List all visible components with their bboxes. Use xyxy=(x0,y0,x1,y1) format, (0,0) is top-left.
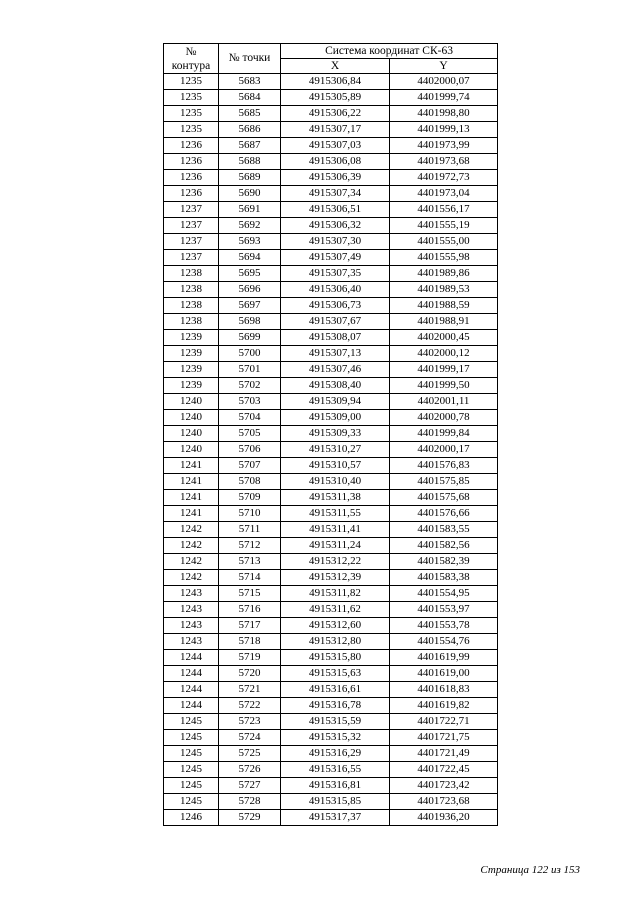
contour-cell: 1235 xyxy=(164,74,219,90)
point-cell: 5696 xyxy=(219,282,281,298)
point-cell: 5726 xyxy=(219,762,281,778)
point-cell: 5684 xyxy=(219,90,281,106)
point-cell: 5720 xyxy=(219,666,281,682)
x-cell: 4915307,35 xyxy=(281,266,390,282)
contour-cell: 1242 xyxy=(164,570,219,586)
x-cell: 4915306,84 xyxy=(281,74,390,90)
x-cell: 4915312,60 xyxy=(281,618,390,634)
x-cell: 4915307,13 xyxy=(281,346,390,362)
contour-cell: 1245 xyxy=(164,714,219,730)
y-cell: 4401972,73 xyxy=(390,170,498,186)
contour-cell: 1236 xyxy=(164,186,219,202)
x-cell: 4915309,33 xyxy=(281,426,390,442)
table-row xyxy=(164,298,498,314)
x-cell: 4915315,80 xyxy=(281,650,390,666)
y-cell: 4401999,74 xyxy=(390,90,498,106)
contour-cell: 1241 xyxy=(164,474,219,490)
point-cell: 5700 xyxy=(219,346,281,362)
coordinates-table xyxy=(163,43,498,826)
table-row xyxy=(164,602,498,618)
point-cell: 5691 xyxy=(219,202,281,218)
x-cell: 4915308,07 xyxy=(281,330,390,346)
y-cell: 4401989,86 xyxy=(390,266,498,282)
point-cell: 5706 xyxy=(219,442,281,458)
point-cell: 5721 xyxy=(219,682,281,698)
table-row xyxy=(164,810,498,826)
y-cell: 4401998,80 xyxy=(390,106,498,122)
x-cell: 4915307,49 xyxy=(281,250,390,266)
x-cell: 4915308,40 xyxy=(281,378,390,394)
contour-cell: 1238 xyxy=(164,314,219,330)
y-cell: 4402000,45 xyxy=(390,330,498,346)
table-row xyxy=(164,74,498,90)
y-cell: 4401555,19 xyxy=(390,218,498,234)
contour-cell: 1241 xyxy=(164,506,219,522)
contour-cell: 1235 xyxy=(164,122,219,138)
table-row xyxy=(164,378,498,394)
x-cell: 4915316,55 xyxy=(281,762,390,778)
contour-cell: 1237 xyxy=(164,250,219,266)
table-row xyxy=(164,106,498,122)
x-cell: 4915311,82 xyxy=(281,586,390,602)
contour-cell: 1243 xyxy=(164,618,219,634)
table-row xyxy=(164,586,498,602)
contour-cell: 1237 xyxy=(164,234,219,250)
point-cell: 5693 xyxy=(219,234,281,250)
point-cell: 5701 xyxy=(219,362,281,378)
x-cell: 4915315,32 xyxy=(281,730,390,746)
point-cell: 5702 xyxy=(219,378,281,394)
table-row xyxy=(164,234,498,250)
y-cell: 4401582,39 xyxy=(390,554,498,570)
y-cell: 4401554,76 xyxy=(390,634,498,650)
y-cell: 4401722,45 xyxy=(390,762,498,778)
point-cell: 5708 xyxy=(219,474,281,490)
y-cell: 4401988,91 xyxy=(390,314,498,330)
point-cell: 5729 xyxy=(219,810,281,826)
x-cell: 4915316,81 xyxy=(281,778,390,794)
x-cell: 4915309,94 xyxy=(281,394,390,410)
table-row xyxy=(164,138,498,154)
y-cell: 4401618,83 xyxy=(390,682,498,698)
contour-number-header-line2: контура xyxy=(171,59,211,72)
table-row xyxy=(164,698,498,714)
point-cell: 5683 xyxy=(219,74,281,90)
contour-cell: 1240 xyxy=(164,426,219,442)
point-cell: 5694 xyxy=(219,250,281,266)
y-cell: 4401988,59 xyxy=(390,298,498,314)
x-cell: 4915310,27 xyxy=(281,442,390,458)
y-cell: 4401999,13 xyxy=(390,122,498,138)
table-body xyxy=(164,74,498,826)
table-row xyxy=(164,170,498,186)
point-cell: 5716 xyxy=(219,602,281,618)
point-cell: 5709 xyxy=(219,490,281,506)
x-cell: 4915316,29 xyxy=(281,746,390,762)
y-cell: 4401575,68 xyxy=(390,490,498,506)
x-cell: 4915306,39 xyxy=(281,170,390,186)
point-cell: 5692 xyxy=(219,218,281,234)
y-cell: 4401973,04 xyxy=(390,186,498,202)
table-row xyxy=(164,730,498,746)
contour-cell: 1237 xyxy=(164,218,219,234)
contour-cell: 1238 xyxy=(164,282,219,298)
y-cell: 4401556,17 xyxy=(390,202,498,218)
point-cell: 5685 xyxy=(219,106,281,122)
y-cell: 4401989,53 xyxy=(390,282,498,298)
contour-cell: 1245 xyxy=(164,730,219,746)
contour-cell: 1242 xyxy=(164,554,219,570)
table-row xyxy=(164,282,498,298)
point-cell: 5686 xyxy=(219,122,281,138)
x-cell: 4915311,41 xyxy=(281,522,390,538)
x-cell: 4915315,59 xyxy=(281,714,390,730)
contour-cell: 1240 xyxy=(164,394,219,410)
table-row xyxy=(164,250,498,266)
y-cell: 4401583,55 xyxy=(390,522,498,538)
table-row xyxy=(164,362,498,378)
y-cell: 4401999,50 xyxy=(390,378,498,394)
table-row xyxy=(164,266,498,282)
y-cell: 4401583,38 xyxy=(390,570,498,586)
x-cell: 4915307,17 xyxy=(281,122,390,138)
y-column-header: Y xyxy=(390,59,498,74)
contour-number-header xyxy=(164,44,219,74)
table-row xyxy=(164,330,498,346)
y-cell: 4401582,56 xyxy=(390,538,498,554)
contour-cell: 1245 xyxy=(164,746,219,762)
point-cell: 5715 xyxy=(219,586,281,602)
x-cell: 4915310,40 xyxy=(281,474,390,490)
y-cell: 4401555,98 xyxy=(390,250,498,266)
x-cell: 4915306,08 xyxy=(281,154,390,170)
y-cell: 4401575,85 xyxy=(390,474,498,490)
contour-cell: 1239 xyxy=(164,362,219,378)
y-cell: 4401723,42 xyxy=(390,778,498,794)
table-row xyxy=(164,570,498,586)
table-row xyxy=(164,506,498,522)
point-cell: 5728 xyxy=(219,794,281,810)
y-cell: 4402000,17 xyxy=(390,442,498,458)
contour-cell: 1243 xyxy=(164,602,219,618)
point-cell: 5725 xyxy=(219,746,281,762)
page-number-footer: Страница 122 из 153 xyxy=(480,864,580,876)
x-cell: 4915307,67 xyxy=(281,314,390,330)
y-cell: 4401619,00 xyxy=(390,666,498,682)
point-cell: 5703 xyxy=(219,394,281,410)
point-cell: 5690 xyxy=(219,186,281,202)
contour-cell: 1235 xyxy=(164,90,219,106)
table-row xyxy=(164,394,498,410)
contour-cell: 1236 xyxy=(164,154,219,170)
y-cell: 4401722,71 xyxy=(390,714,498,730)
table-row xyxy=(164,746,498,762)
point-cell: 5705 xyxy=(219,426,281,442)
contour-cell: 1235 xyxy=(164,106,219,122)
point-cell: 5707 xyxy=(219,458,281,474)
x-cell: 4915307,34 xyxy=(281,186,390,202)
x-cell: 4915306,40 xyxy=(281,282,390,298)
y-cell: 4401936,20 xyxy=(390,810,498,826)
contour-cell: 1240 xyxy=(164,442,219,458)
point-cell: 5727 xyxy=(219,778,281,794)
table-row xyxy=(164,778,498,794)
point-cell: 5698 xyxy=(219,314,281,330)
contour-cell: 1244 xyxy=(164,650,219,666)
contour-cell: 1240 xyxy=(164,410,219,426)
table-row xyxy=(164,666,498,682)
point-cell: 5719 xyxy=(219,650,281,666)
point-cell: 5722 xyxy=(219,698,281,714)
table-row xyxy=(164,538,498,554)
x-cell: 4915307,46 xyxy=(281,362,390,378)
table-row xyxy=(164,762,498,778)
x-cell: 4915306,22 xyxy=(281,106,390,122)
table-row xyxy=(164,346,498,362)
contour-cell: 1241 xyxy=(164,490,219,506)
point-cell: 5718 xyxy=(219,634,281,650)
y-cell: 4401576,66 xyxy=(390,506,498,522)
contour-cell: 1242 xyxy=(164,522,219,538)
point-cell: 5714 xyxy=(219,570,281,586)
y-cell: 4401721,75 xyxy=(390,730,498,746)
table-row xyxy=(164,650,498,666)
x-cell: 4915315,63 xyxy=(281,666,390,682)
table-row xyxy=(164,490,498,506)
y-cell: 4401999,84 xyxy=(390,426,498,442)
table-row xyxy=(164,714,498,730)
point-cell: 5711 xyxy=(219,522,281,538)
y-cell: 4401553,97 xyxy=(390,602,498,618)
y-cell: 4401554,95 xyxy=(390,586,498,602)
y-cell: 4401555,00 xyxy=(390,234,498,250)
x-cell: 4915307,30 xyxy=(281,234,390,250)
contour-cell: 1245 xyxy=(164,778,219,794)
table-row xyxy=(164,618,498,634)
point-cell: 5710 xyxy=(219,506,281,522)
y-cell: 4401576,83 xyxy=(390,458,498,474)
point-cell: 5699 xyxy=(219,330,281,346)
y-cell: 4401721,49 xyxy=(390,746,498,762)
table-row xyxy=(164,682,498,698)
x-cell: 4915311,24 xyxy=(281,538,390,554)
contour-cell: 1245 xyxy=(164,794,219,810)
x-cell: 4915310,57 xyxy=(281,458,390,474)
x-cell: 4915306,51 xyxy=(281,202,390,218)
coordinate-system-header: Система координат СК-63 xyxy=(281,44,498,59)
table-row xyxy=(164,90,498,106)
contour-cell: 1237 xyxy=(164,202,219,218)
x-cell: 4915317,37 xyxy=(281,810,390,826)
y-cell: 4402001,11 xyxy=(390,394,498,410)
table-row xyxy=(164,122,498,138)
point-cell: 5704 xyxy=(219,410,281,426)
contour-cell: 1236 xyxy=(164,138,219,154)
y-cell: 4401973,99 xyxy=(390,138,498,154)
table-row xyxy=(164,794,498,810)
x-cell: 4915312,39 xyxy=(281,570,390,586)
table-row xyxy=(164,186,498,202)
table-row xyxy=(164,426,498,442)
y-cell: 4402000,12 xyxy=(390,346,498,362)
table-row xyxy=(164,218,498,234)
table-row xyxy=(164,474,498,490)
contour-cell: 1246 xyxy=(164,810,219,826)
table-header xyxy=(164,44,498,74)
point-cell: 5717 xyxy=(219,618,281,634)
contour-cell: 1244 xyxy=(164,666,219,682)
point-cell: 5723 xyxy=(219,714,281,730)
point-cell: 5697 xyxy=(219,298,281,314)
table-row xyxy=(164,154,498,170)
table-row xyxy=(164,458,498,474)
x-cell: 4915311,55 xyxy=(281,506,390,522)
point-cell: 5695 xyxy=(219,266,281,282)
table-row xyxy=(164,442,498,458)
y-cell: 4401973,68 xyxy=(390,154,498,170)
point-cell: 5688 xyxy=(219,154,281,170)
contour-cell: 1239 xyxy=(164,330,219,346)
table-row xyxy=(164,554,498,570)
contour-number-header-line1: № xyxy=(185,45,197,58)
point-cell: 5724 xyxy=(219,730,281,746)
contour-cell: 1244 xyxy=(164,682,219,698)
table-row xyxy=(164,410,498,426)
x-column-header: X xyxy=(281,59,390,74)
point-cell: 5689 xyxy=(219,170,281,186)
contour-cell: 1236 xyxy=(164,170,219,186)
x-cell: 4915305,89 xyxy=(281,90,390,106)
point-number-header: № точки xyxy=(219,44,281,74)
x-cell: 4915309,00 xyxy=(281,410,390,426)
contour-cell: 1238 xyxy=(164,298,219,314)
x-cell: 4915316,78 xyxy=(281,698,390,714)
y-cell: 4401619,99 xyxy=(390,650,498,666)
x-cell: 4915306,73 xyxy=(281,298,390,314)
contour-cell: 1239 xyxy=(164,346,219,362)
table-row xyxy=(164,202,498,218)
x-cell: 4915312,22 xyxy=(281,554,390,570)
contour-cell: 1244 xyxy=(164,698,219,714)
x-cell: 4915315,85 xyxy=(281,794,390,810)
x-cell: 4915312,80 xyxy=(281,634,390,650)
table-row xyxy=(164,634,498,650)
contour-cell: 1241 xyxy=(164,458,219,474)
contour-cell: 1243 xyxy=(164,586,219,602)
y-cell: 4401619,82 xyxy=(390,698,498,714)
x-cell: 4915311,62 xyxy=(281,602,390,618)
table-row xyxy=(164,314,498,330)
point-cell: 5713 xyxy=(219,554,281,570)
y-cell: 4401999,17 xyxy=(390,362,498,378)
y-cell: 4401553,78 xyxy=(390,618,498,634)
x-cell: 4915306,32 xyxy=(281,218,390,234)
table-row xyxy=(164,522,498,538)
contour-cell: 1238 xyxy=(164,266,219,282)
x-cell: 4915307,03 xyxy=(281,138,390,154)
y-cell: 4401723,68 xyxy=(390,794,498,810)
contour-cell: 1243 xyxy=(164,634,219,650)
contour-cell: 1245 xyxy=(164,762,219,778)
contour-cell: 1239 xyxy=(164,378,219,394)
point-cell: 5687 xyxy=(219,138,281,154)
x-cell: 4915311,38 xyxy=(281,490,390,506)
x-cell: 4915316,61 xyxy=(281,682,390,698)
y-cell: 4402000,78 xyxy=(390,410,498,426)
y-cell: 4402000,07 xyxy=(390,74,498,90)
contour-cell: 1242 xyxy=(164,538,219,554)
point-cell: 5712 xyxy=(219,538,281,554)
